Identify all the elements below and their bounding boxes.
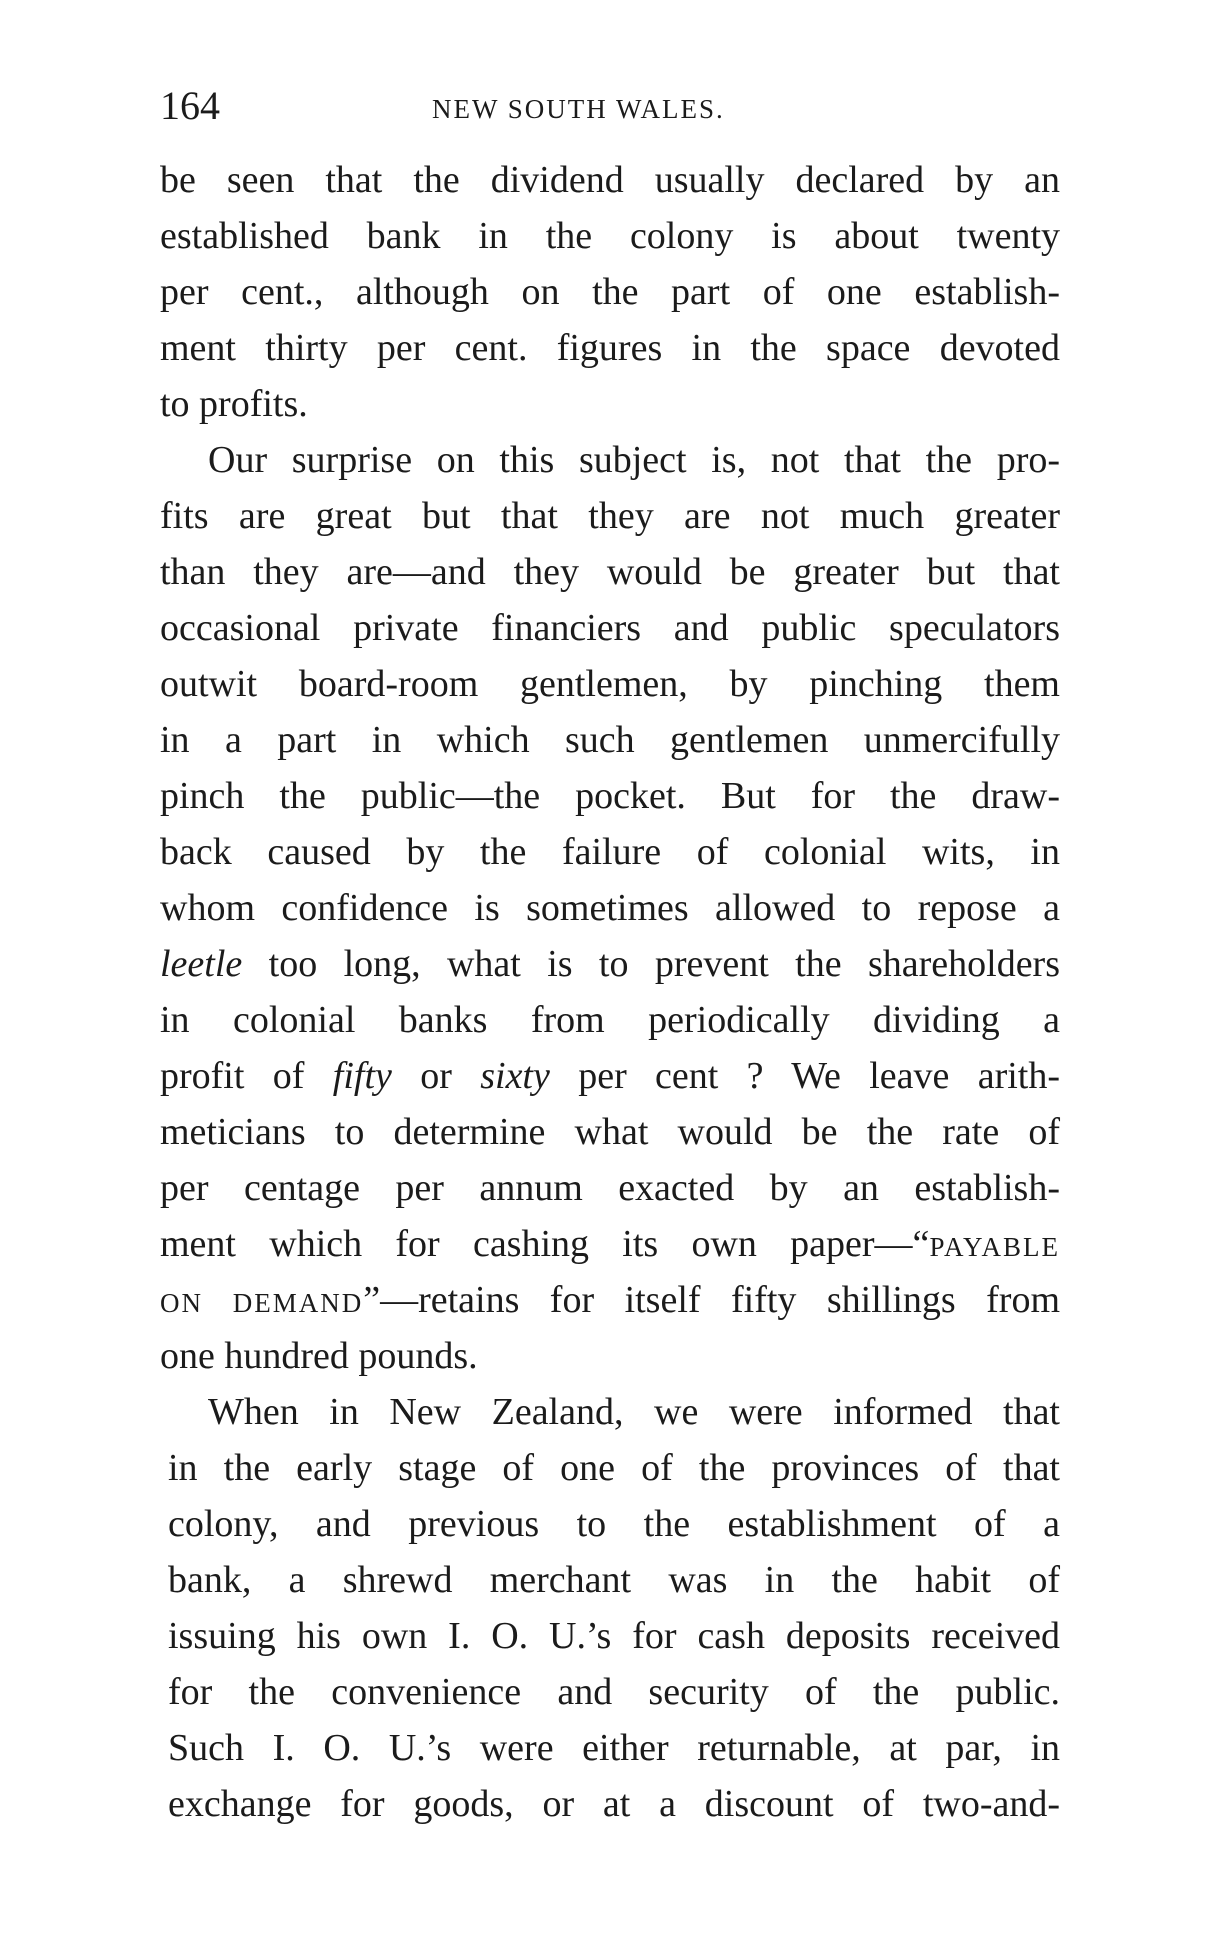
text-line: per centage per annum exacted by an establish- [160, 1167, 1060, 1209]
text-line: be seen that the dividend usually declared by an [160, 159, 1060, 201]
text-fragment: per cent ? We leave arith- [549, 1055, 1061, 1097]
text-line: than they are—and they would be greater but that [160, 551, 1060, 593]
text-line: colony, and previous to the establishment of a [168, 1503, 1060, 1545]
text-fragment: ”—retains for itself fifty shillings from [363, 1279, 1060, 1321]
text-line: issuing his own I. O. U.’s for cash deposits received [168, 1615, 1060, 1657]
page-header [160, 83, 1060, 146]
text-line: exchange for goods, or at a discount of two-and- [168, 1783, 1060, 1825]
text-line [160, 1216, 1060, 1272]
text-fragment: or [391, 1055, 481, 1097]
text-fragment: ment which for cashing its own paper—“ [160, 1223, 930, 1265]
italic-word: sixty [480, 1055, 550, 1097]
text-line: whom confidence is sometimes allowed to repose a [160, 887, 1060, 929]
italic-word: fifty [332, 1055, 392, 1097]
text-fragment: too long, what is to prevent the shareholders [242, 943, 1060, 985]
body-text [160, 152, 1060, 1832]
text-line: fits are great but that they are not much greater [160, 495, 1060, 537]
running-title: NEW SOUTH WALES. [432, 94, 725, 124]
small-caps-text: PAYABLE [929, 1232, 1060, 1262]
text-line: in a part in which such gentlemen unmercifully [160, 719, 1060, 761]
text-line: pinch the public—the pocket. But for the draw- [160, 775, 1060, 817]
small-caps-text: ON DEMAND [160, 1288, 364, 1318]
text-line: bank, a shrewd merchant was in the habit of [168, 1559, 1060, 1601]
text-line: to profits. [160, 383, 308, 425]
text-line [160, 1048, 1060, 1104]
text-line: per cent., although on the part of one establish- [160, 271, 1060, 313]
paragraph-start-line: When in New Zealand, we were informed that [208, 1391, 1060, 1433]
text-line: back caused by the failure of colonial wits, in [160, 831, 1060, 873]
text-line [160, 936, 1060, 992]
text-line: ment thirty per cent. figures in the space devoted [160, 327, 1060, 369]
text-line: one hundred pounds. [160, 1335, 478, 1377]
text-line: outwit board-room gentlemen, by pinching them [160, 663, 1060, 705]
text-fragment: profit of [160, 1055, 333, 1097]
paragraph-start-line: Our surprise on this subject is, not that the pro- [208, 439, 1060, 481]
text-line [160, 1272, 1060, 1328]
page-number: 164 [160, 83, 220, 128]
text-line: in the early stage of one of the provinces of that [168, 1447, 1060, 1489]
text-line: for the convenience and security of the public. [168, 1671, 1060, 1713]
text-line: in colonial banks from periodically dividing a [160, 999, 1060, 1041]
text-line: established bank in the colony is about twenty [160, 215, 1060, 257]
text-line: Such I. O. U.’s were either returnable, at par, in [168, 1727, 1060, 1769]
italic-word: leetle [160, 943, 243, 985]
text-line: meticians to determine what would be the rate of [160, 1111, 1060, 1153]
text-line: occasional private financiers and public speculators [160, 607, 1060, 649]
